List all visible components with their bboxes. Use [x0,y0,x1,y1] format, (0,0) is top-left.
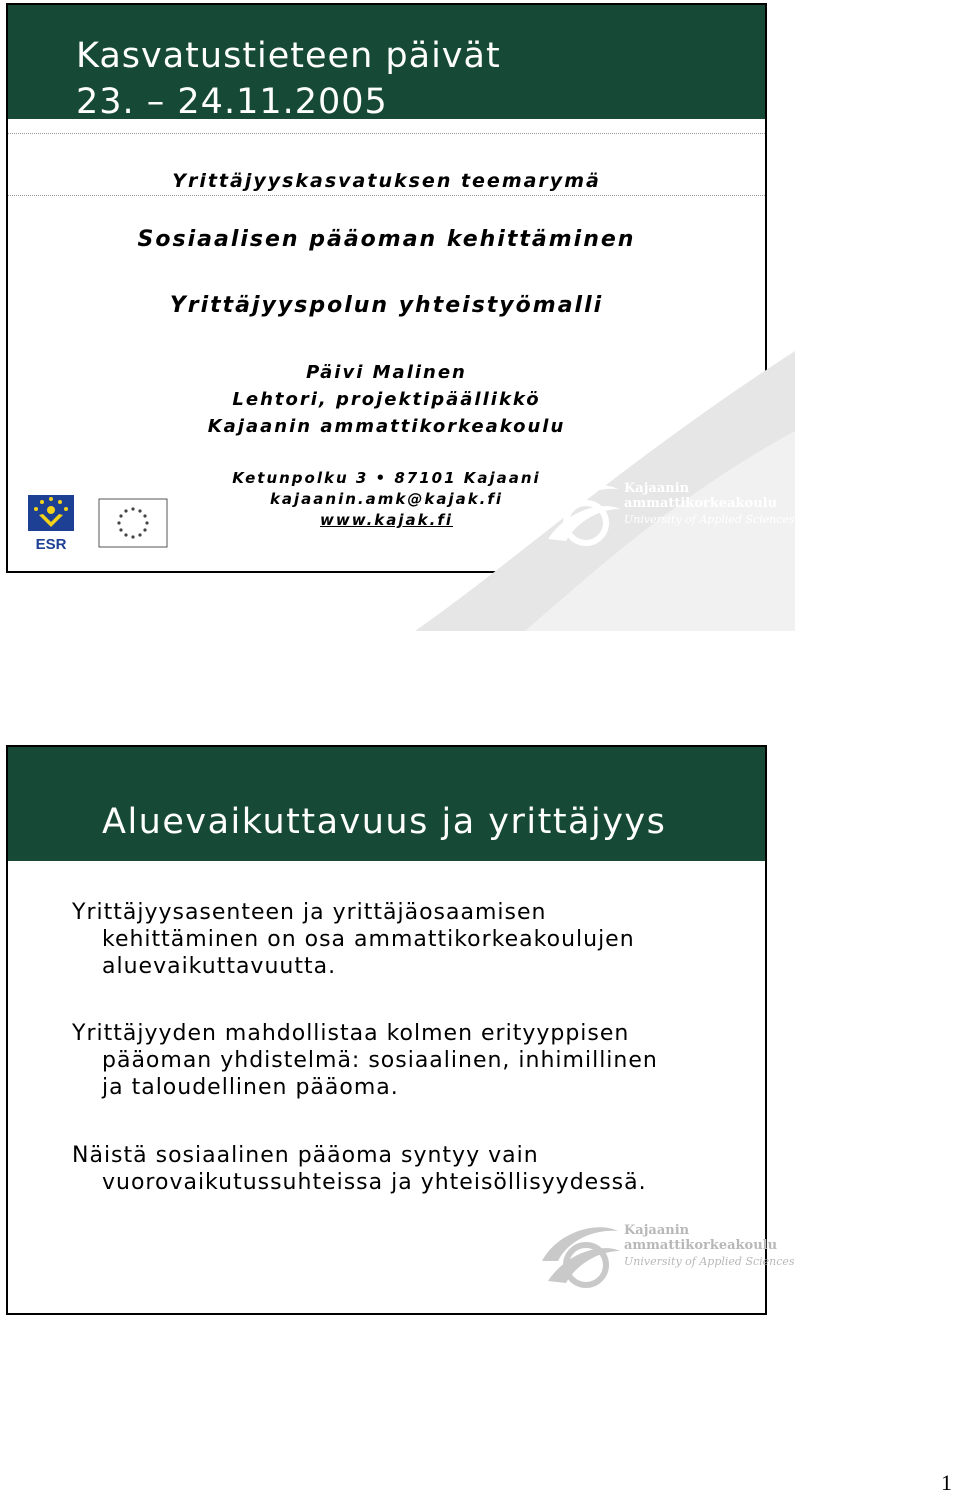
bullet-1 [72,899,732,980]
esr-logo [26,493,76,553]
bullet-2-line-3: ja taloudellinen pääoma. [102,1075,399,1100]
bullet-3 [72,1142,732,1196]
bullet-2 [72,1020,732,1101]
slide-1-title [76,33,501,125]
bullet-1-line-3: aluevaikuttavuutta. [102,954,337,979]
subtitle-1: Yrittäjyyskasvatuksen teemarymä [172,170,601,192]
bullet-1-line-1: Yrittäjyysasenteen ja yrittäjäosaamisen [72,900,547,925]
kajak-logo [538,479,795,559]
slide-2-title: Aluevaikuttavuus ja yrittäjyys [102,802,667,842]
subtitle-3: Yrittäjyyspolun yhteistyömalli [169,293,604,318]
kajak-logo-swirl-icon [538,1221,622,1301]
logo-line-2: ammattikorkeakoulu [624,496,778,511]
author-block [8,359,765,440]
email-link[interactable]: kajaanin.amk@kajak.fi [269,490,504,508]
title-line-1: Kasvatustieteen päivät [76,36,501,76]
kajak-logo [538,1221,795,1301]
logo-line-2: ammattikorkeakoulu [624,1238,778,1253]
author-name: Päivi Malinen [306,362,467,383]
kajak-logo-name [624,1223,777,1253]
logo-line-1: Kajaanin [624,1223,690,1238]
address: Ketunpolku 3 • 87101 Kajaani [232,469,541,487]
bullet-2-line-2: pääoman yhdistelmä: sosiaalinen, inhimillinen [102,1048,658,1073]
logo-line-1: Kajaanin [624,481,690,496]
subtitle-2: Sosiaalisen pääoman kehittäminen [137,227,636,252]
website-link[interactable]: www.kajak.fi [319,511,453,529]
eu-flag-icon [98,498,168,548]
bullet-1-line-2: kehittäminen on osa ammattikorkeakoulujen [102,927,635,952]
kajak-logo-name [624,481,777,511]
logo-line-3: University of Applied Sciences [624,513,795,526]
bullet-3-line-1: Näistä sosiaalinen pääoma syntyy vain [72,1143,539,1168]
esr-logo-text: ESR [35,536,67,553]
bullet-3-line-2: vuorovaikutussuhteissa ja yhteisöllisyydessä. [102,1170,647,1195]
logo-line-3: University of Applied Sciences [624,1255,795,1268]
slide-2 [6,745,795,1315]
kajak-logo-swirl-icon [538,479,622,559]
page-number: 1 [941,1470,952,1495]
divider [8,195,765,196]
author-org: Kajaanin ammattikorkeakoulu [207,416,566,437]
title-line-2: 23. – 24.11.2005 [76,82,388,122]
divider [8,133,765,134]
author-role: Lehtori, projektipäällikkö [232,389,541,410]
bullet-2-line-1: Yrittäjyyden mahdollistaa kolmen erityyppisen [72,1021,630,1046]
slide-1 [6,3,795,573]
